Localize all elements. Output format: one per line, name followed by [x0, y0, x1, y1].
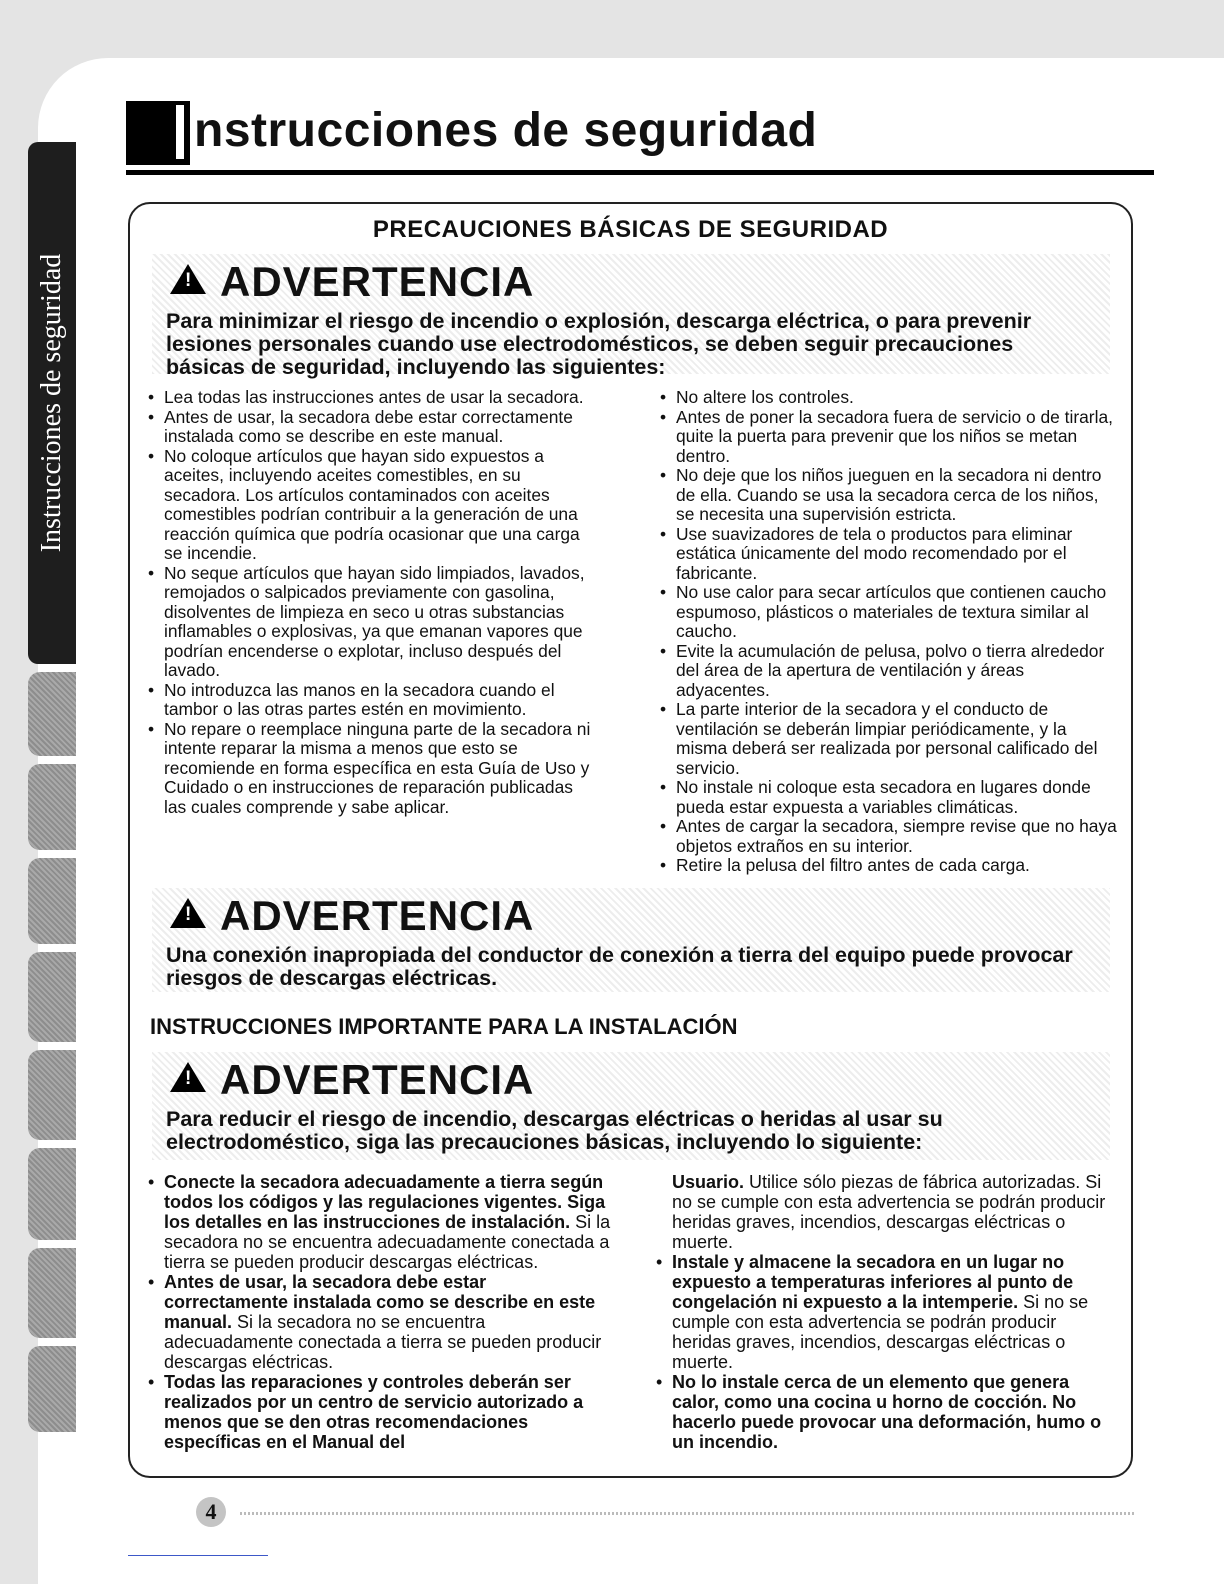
list-item: • No instale ni coloque esta secadora en lugares donde pueda estar expuesta a variables climáticas. — [658, 778, 1120, 817]
warning-box-1 — [152, 254, 1110, 379]
list-item: • No seque artículos que hayan sido limpiados, lavados, remojados o salpicados previamente con gasolina, disolventes de limpieza en seco u otras substancias inflamables o explosivas, ya que emanan vapores que podrían encenderse o explotar, incluso después del lavado. — [146, 564, 591, 681]
list-item: • No coloque artículos que hayan sido expuestos a aceites, incluyendo aceites comestibles, en su secadora. Los artículos contaminados con aceites comestibles podrían contribuir a la generación de una reacción química que podría ocasionar que una carga se incendie. — [146, 447, 591, 564]
side-tab-4[interactable] — [28, 858, 76, 944]
list-item-text: Utilice sólo piezas de fábrica autorizadas. Si no se cumple con esta advertencia se podrán producir heridas graves, incendios, descargas eléctricas o muerte. — [672, 1172, 1106, 1252]
precautions-left-list — [146, 388, 591, 817]
warning-text: Para minimizar el riesgo de incendio o explosión, descarga eléctrica, o para prevenir lesiones personales cuando use electrodomésticos, se deben seguir precauciones básicas de seguridad, incluyendo las siguientes: — [166, 309, 1032, 379]
warning-triangle-icon — [170, 1062, 206, 1092]
warning-triangle-icon — [170, 898, 206, 928]
list-item: • No use calor para secar artículos que contienen caucho espumoso, plásticos o materiales de textura similar al caucho. — [658, 583, 1120, 642]
side-tab-label: Instrucciones de seguridad — [36, 253, 67, 553]
list-item: • Retire la pelusa del filtro antes de cada carga. — [658, 856, 1120, 876]
page-title-block — [126, 95, 1154, 175]
list-item-bold: Usuario. — [672, 1172, 745, 1192]
list-item-text: Si la secadora no se encuentra adecuadamente conectada a tierra se pueden producir descargas eléctricas. — [164, 1212, 611, 1272]
list-item — [654, 1172, 1120, 1252]
warning-title-text: ADVERTENCIA — [220, 1056, 535, 1103]
list-item — [146, 1172, 614, 1272]
list-item-bold: Antes de usar, la secadora debe estar correctamente instalada como se describe en este manual. — [164, 1272, 596, 1332]
installation-left-list — [146, 1172, 614, 1452]
list-item: • Lea todas las instrucciones antes de usar la secadora. — [146, 388, 591, 408]
precautions-right-list — [658, 388, 1120, 876]
side-tab-9[interactable] — [28, 1346, 76, 1432]
warning-title-text: ADVERTENCIA — [220, 892, 535, 939]
warning-title-text: ADVERTENCIA — [220, 258, 535, 305]
installation-right-list — [654, 1172, 1120, 1452]
footer-blue-line — [128, 1555, 268, 1556]
warning-text: Para reducir el riesgo de incendio, descargas eléctricas o heridas al usar su electrodoméstico, siga las precauciones básicas, incluyendo lo siguiente: — [166, 1107, 943, 1154]
warning-title — [170, 258, 534, 306]
list-item-bold: Instale y almacene la secadora en un lugar no expuesto a temperaturas inferiores al punto de congelación ni expuesto a la intemperie. — [672, 1252, 1074, 1312]
list-item: • No repare o reemplace ninguna parte de la secadora ni intente reparar la misma a menos que esto se recomiende en forma específica en esta Guía de Uso y Cuidado o en instrucciones de reparación publicadas las cuales comprende y sabe aplicar. — [146, 720, 591, 818]
warning-triangle-icon — [170, 264, 206, 294]
warning-box-2 — [152, 888, 1110, 992]
content-box — [128, 202, 1133, 1478]
list-item: • Use suavizadores de tela o productos para eliminar estática únicamente del modo recomendado por el fabricante. — [658, 525, 1120, 584]
warning-text: Una conexión inapropiada del conductor de conexión a tierra del equipo puede provocar riesgos de descargas eléctricas. — [166, 943, 1073, 990]
list-item: • Evite la acumulación de pelusa, polvo o tierra alrededor del área de la apertura de ventilación y áreas adyacentes. — [658, 642, 1120, 701]
section-heading-installation: INSTRUCCIONES IMPORTANTE PARA LA INSTALACIÓN — [150, 1014, 738, 1039]
warning-box-3 — [152, 1052, 1110, 1160]
list-item-bold: Todas las reparaciones y controles deberán ser realizados por un centro de servicio autorizado a menos que se den otras recomendaciones específicas en el Manual del — [164, 1372, 584, 1452]
list-item-text: Si la secadora no se encuentra adecuadamente conectada a tierra se pueden producir descargas eléctricas. — [164, 1312, 602, 1372]
side-tab-3[interactable] — [28, 764, 76, 850]
list-item: • No deje que los niños jueguen en la secadora ni dentro de ella. Cuando se usa la secadora cerca de los niños, se necesita una supervisión estricta. — [658, 466, 1120, 525]
page-number: 4 — [196, 1497, 226, 1527]
list-item: • Antes de poner la secadora fuera de servicio o de tirarla, quite la puerta para prevenir que los niños se metan dentro. — [658, 408, 1120, 467]
list-item — [654, 1372, 1120, 1452]
list-item-text: Si no se cumple con esta advertencia se podrán producir heridas graves, incendios, descargas eléctricas o muerte. — [672, 1292, 1089, 1372]
warning-title — [170, 1056, 534, 1104]
list-item-bold: No lo instale cerca de un elemento que genera calor, como una cocina u horno de cocción. No hacerlo puede provocar una deformación, humo o un incendio. — [672, 1372, 1102, 1452]
side-tab-6[interactable] — [28, 1050, 76, 1140]
section-heading-basic-precautions: PRECAUCIONES BÁSICAS DE SEGURIDAD — [372, 216, 889, 243]
list-item-bold: Conecte la secadora adecuadamente a tierra según todos los códigos y las regulaciones vigentes. Siga los detalles en las instrucciones de instalación. — [164, 1172, 606, 1232]
list-item — [654, 1252, 1120, 1372]
list-item — [146, 1372, 614, 1452]
list-item — [146, 1272, 614, 1372]
title-underline — [126, 170, 1154, 175]
list-item: • Antes de cargar la secadora, siempre revise que no haya objetos extraños en su interior. — [658, 817, 1120, 856]
side-tab-8[interactable] — [28, 1248, 76, 1338]
list-item: • Antes de usar, la secadora debe estar correctamente instalada como se describe en este manual. — [146, 408, 591, 447]
list-item: • La parte interior de la secadora y el conducto de ventilación se deberán limpiar periódicamente, y la misma deberá ser realizada por personal calificado del servicio. — [658, 700, 1120, 778]
list-item: • No altere los controles. — [658, 388, 1120, 408]
side-tab-safety[interactable] — [28, 142, 76, 664]
side-tab-7[interactable] — [28, 1148, 76, 1240]
list-item: • No introduzca las manos en la secadora cuando el tambor o las otras partes estén en movimiento. — [146, 681, 591, 720]
side-tab-2[interactable] — [28, 672, 76, 756]
footer-dotted-line — [240, 1512, 1134, 1515]
warning-title — [170, 892, 534, 940]
side-tab-5[interactable] — [28, 952, 76, 1042]
page-title: nstrucciones de seguridad — [194, 104, 818, 157]
title-initial-letter — [176, 105, 184, 159]
